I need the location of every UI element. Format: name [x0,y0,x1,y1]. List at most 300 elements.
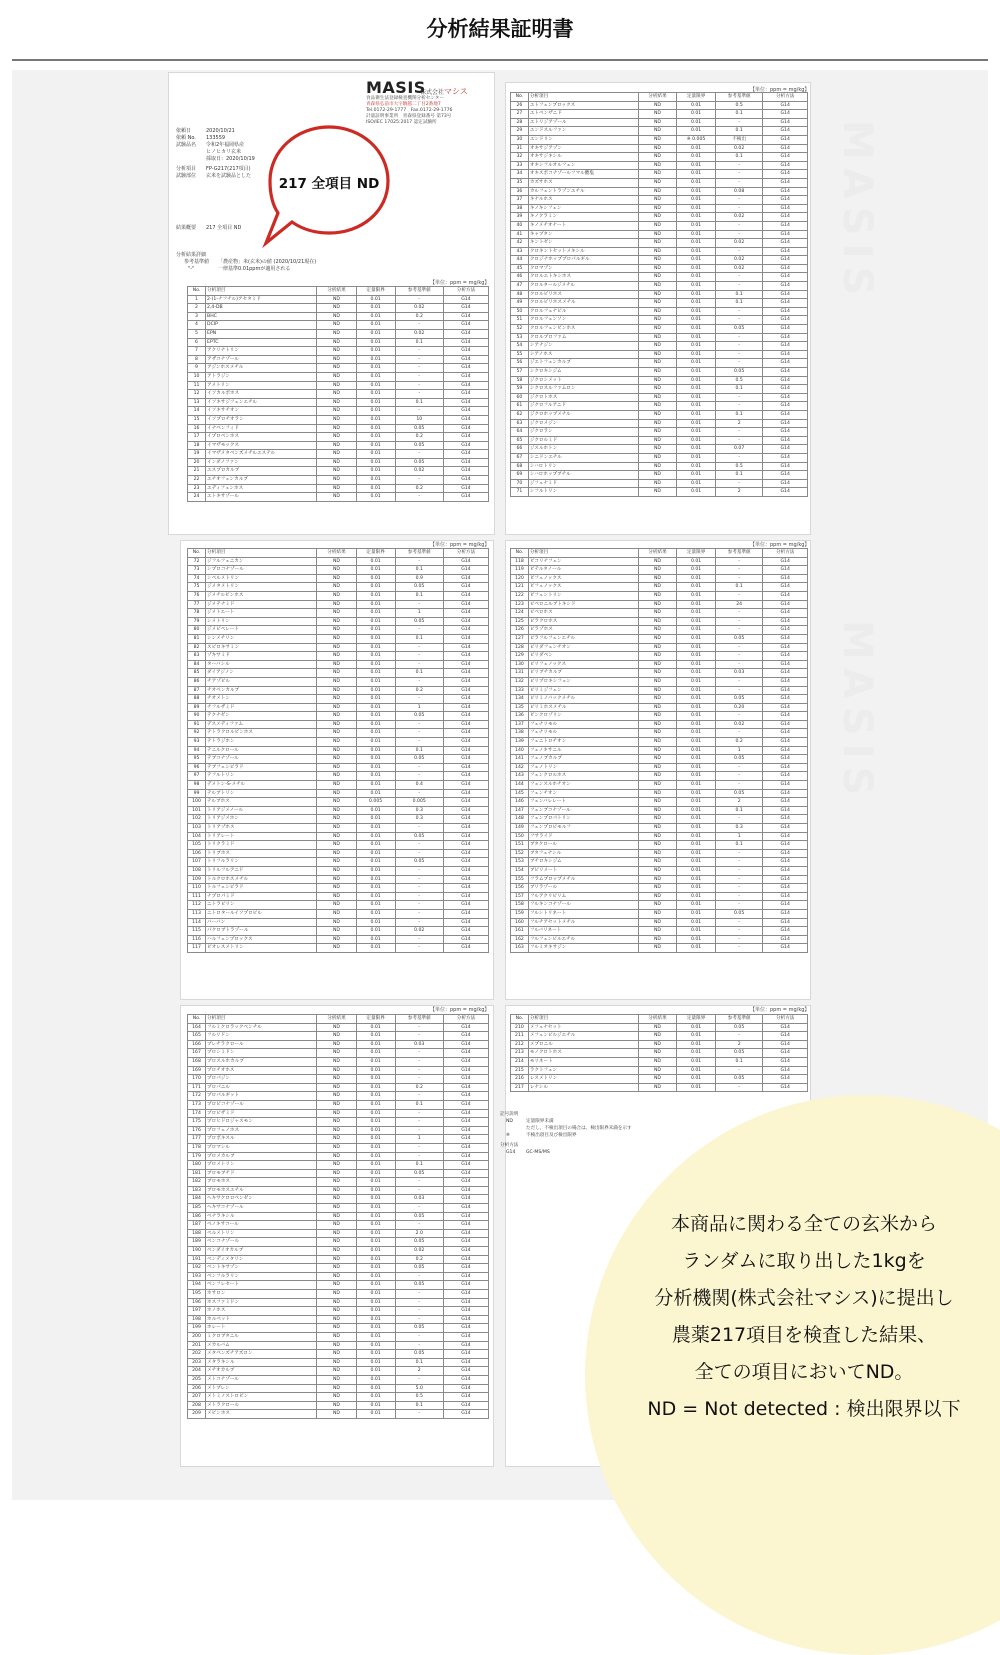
table-row [188,884,489,893]
result-value: ND [638,230,677,239]
analyte-name: ビフェノックス [528,583,638,592]
table-row [188,338,489,347]
analyte-name: エンドスルファン [528,127,638,136]
table-row [511,815,808,824]
reference-value: - [715,170,763,179]
reference-value: 0.05 [715,1049,763,1058]
analyte-name: ビオレスメトリン [206,944,317,953]
result-value: ND [638,110,677,119]
method-code: G14 [763,196,808,205]
quant-limit: 0.01 [356,772,395,781]
company-line: ISO/IEC 17025:2017 認定試験所 [366,120,437,125]
analyte-name: メタベンズチアズロン [206,1350,317,1359]
quant-limit: 0.01 [677,772,716,781]
quant-limit: 0.01 [677,609,716,618]
table-row [511,583,808,592]
analyte-name: ブロモホスエチル [206,1186,317,1195]
unit-note: 【単位：ppm = mg/kg】 [750,1007,810,1013]
row-no: 19 [188,450,206,459]
promo-line: 本商品に関わる全ての玄米から [670,1213,937,1235]
column-header: 分析項目 [528,93,638,102]
row-no: 12 [188,390,206,399]
row-no: 216 [511,1075,529,1084]
analyte-name: ジメトエート [206,609,317,618]
company-line: 食品衛生法登録検査機関分析センター [366,96,444,101]
table-header-row [511,1015,808,1024]
row-no: 104 [188,832,206,841]
quant-limit: 0.01 [677,479,716,488]
method-code: G14 [443,746,488,755]
row-no: 171 [188,1083,206,1092]
row-no: 185 [188,1204,206,1213]
method-code: G14 [763,935,808,944]
analyte-name: トリルフルアニド [206,866,317,875]
method-code: G14 [443,892,488,901]
reference-value: 0.1 [715,127,763,136]
analyte-name: ジメチルビンホス [206,591,317,600]
result-value: ND [317,677,356,686]
analyte-name: レスメトリン [528,1075,638,1084]
analyte-name: シフルトリン [528,488,638,497]
row-no: 217 [511,1083,529,1092]
reference-value: - [715,815,763,824]
quant-limit: 0.01 [677,643,716,652]
reference-value: 0.1 [395,338,443,347]
reference-value: - [395,918,443,927]
reference-value: - [715,1032,763,1041]
table-row [511,187,808,196]
table-row [188,1350,489,1359]
analyte-name: ピペロニルブトキシド [528,600,638,609]
reference-value: 0.1 [395,591,443,600]
analyte-name: トリブホス [206,849,317,858]
quant-limit: 0.01 [356,398,395,407]
column-header: 分析結果 [638,93,677,102]
results-table-2 [510,92,808,497]
result-value: ND [638,626,677,635]
table-row [511,445,808,454]
table-header-row [511,93,808,102]
result-value: ND [317,609,356,618]
reference-value: 2 [395,1367,443,1376]
table-row [511,677,808,686]
row-no: 127 [511,634,529,643]
reference-value: - [395,1152,443,1161]
table-row [188,1255,489,1264]
analyte-name: フルアクリピリム [528,892,638,901]
analyte-name: シメトリン [206,617,317,626]
table-row [511,247,808,256]
analyte-name: ホスファミドン [206,1298,317,1307]
method-code: G14 [763,178,808,187]
analyte-name: イソプロチオラン [206,415,317,424]
analyte-name: アメトリン [206,381,317,390]
result-value: ND [317,1169,356,1178]
method-code: G14 [443,1315,488,1324]
table-row [188,944,489,953]
analyte-name: ジメテナミド [206,600,317,609]
result-value: ND [317,1152,356,1161]
reference-value: 0.9 [395,574,443,583]
result-value: ND [638,1057,677,1066]
table-row [188,1272,489,1281]
reference-value: - [395,660,443,669]
analyte-name: クロルタールジメチル [528,282,638,291]
analyte-name: ラクトフェン [528,1066,638,1075]
result-value: ND [638,634,677,643]
row-no: 8 [188,355,206,364]
result-value: ND [317,476,356,485]
reference-value: - [715,566,763,575]
reference-value: - [395,729,443,738]
analyte-name: ピリミノバックメチル [528,695,638,704]
result-value: ND [638,669,677,678]
column-header: 定量限界 [356,1015,395,1024]
analyte-name: ビフェントリン [528,591,638,600]
row-no: 149 [511,824,529,833]
row-no: 113 [188,909,206,918]
table-row [188,918,489,927]
analyte-name: ベノキサコール [206,1221,317,1230]
reference-value: 0.2 [395,686,443,695]
row-no: 196 [188,1298,206,1307]
quant-limit: 0.01 [677,436,716,445]
analyte-name: 2,4-DB [206,304,317,313]
table-row [511,264,808,273]
analyte-name: アジンホスメチル [206,364,317,373]
quant-limit: 0.01 [356,1057,395,1066]
reference-value: - [715,221,763,230]
quant-limit: 0.01 [356,1401,395,1410]
quant-limit: 0.01 [356,1307,395,1316]
row-no: 16 [188,424,206,433]
analyte-name: ベンフルラリン [206,1272,317,1281]
table-row [511,307,808,316]
quant-limit: 0.01 [356,875,395,884]
info-value: ヒノヒカリ玄米 [206,149,241,155]
row-no: 51 [511,316,529,325]
reference-value: - [395,295,443,304]
table-row [511,609,808,618]
result-value: ND [317,918,356,927]
reference-value: - [395,1049,443,1058]
analyte-name: キナルホス [528,196,638,205]
result-value: ND [317,1049,356,1058]
table-row [188,1092,489,1101]
row-no: 52 [511,325,529,334]
table-row [511,1023,808,1032]
company-line: 青森県弘前市大字駒越二丁目2番地7 [366,102,441,107]
quant-limit: 0.01 [356,1118,395,1127]
reference-value: - [395,1075,443,1084]
result-value: ND [638,824,677,833]
quant-limit: 0.01 [356,703,395,712]
row-no: 201 [188,1341,206,1350]
quant-limit: 0.01 [356,884,395,893]
result-value: ND [317,738,356,747]
row-no: 146 [511,798,529,807]
method-code: G14 [763,695,808,704]
quant-limit: 0.01 [356,433,395,442]
company-name-main: マシス [444,87,468,96]
reference-value: - [715,686,763,695]
quant-limit: 0.01 [356,1298,395,1307]
quant-limit: 0.01 [677,273,716,282]
reference-value: - [395,1410,443,1419]
quant-limit: 0.01 [356,626,395,635]
row-no: 112 [188,901,206,910]
table-row [188,476,489,485]
method-code: G14 [443,755,488,764]
method-code: G14 [763,652,808,661]
reference-value: 0.05 [395,1212,443,1221]
row-no: 21 [188,467,206,476]
row-no: 148 [511,815,529,824]
reference-value: 0.5 [715,101,763,110]
reference-value: 0.1 [715,153,763,162]
table-row [511,196,808,205]
row-no: 167 [188,1049,206,1058]
result-value: ND [317,1204,356,1213]
method-code: G14 [443,304,488,313]
quant-limit: 0.01 [677,677,716,686]
analyte-name: トリアゾホス [206,824,317,833]
ref-label: 参考基準値 [184,259,210,265]
row-no: 122 [511,591,529,600]
method-code: G14 [763,660,808,669]
quant-limit: 0.01 [356,746,395,755]
result-value: ND [317,935,356,944]
table-row [188,390,489,399]
quant-limit: 0.01 [356,643,395,652]
reference-value: - [395,1204,443,1213]
quant-limit: 0.01 [356,1100,395,1109]
analyte-name: メフェナセット [528,1023,638,1032]
row-no: 162 [511,935,529,944]
result-value: ND [638,187,677,196]
table-row [188,1143,489,1152]
result-value: ND [638,1083,677,1092]
quant-limit: 0.01 [356,347,395,356]
reference-value: - [395,763,443,772]
row-no: 45 [511,264,529,273]
analyte-name: シプロコナゾール [206,566,317,575]
quant-limit: 0.01 [356,1186,395,1195]
method-code: G14 [443,1221,488,1230]
row-no: 115 [188,927,206,936]
row-no: 14 [188,407,206,416]
reference-value: - [715,729,763,738]
table-row [188,849,489,858]
analyte-name: メプロニル [528,1040,638,1049]
analyte-name: ジクロホップメチル [528,410,638,419]
quant-limit: 0.01 [677,815,716,824]
method-code: G14 [763,1040,808,1049]
analyte-name: トリフルラリン [206,858,317,867]
analyte-name: メフェンピルジエチル [528,1032,638,1041]
result-value: ND [638,453,677,462]
quant-limit: 0.01 [677,875,716,884]
info-label: 試験部位 [176,173,197,179]
method-code: G14 [443,1186,488,1195]
method-code: G14 [763,290,808,299]
analyte-name: ピリダベン [528,652,638,661]
result-value: ND [317,1298,356,1307]
table-row [511,909,808,918]
table-row [188,738,489,747]
table-row [188,415,489,424]
row-no: 82 [188,643,206,652]
result-value: ND [317,1075,356,1084]
table-row [511,393,808,402]
quant-limit: 0.01 [356,652,395,661]
info-value: 玄米を試験品とした [206,173,252,179]
method-code: G14 [443,927,488,936]
row-no: 88 [188,695,206,704]
method-code: G14 [763,428,808,437]
quant-limit: 0.01 [677,368,716,377]
method-code: G14 [443,1178,488,1187]
method-code: G14 [763,858,808,867]
reference-value: - [395,600,443,609]
table-row [188,1023,489,1032]
quant-limit: 0.01 [677,325,716,334]
analyte-name: ヘキサコナゾール [206,1204,317,1213]
analyte-name: シハロホップブチル [528,471,638,480]
row-no: 41 [511,230,529,239]
reference-value: 0.05 [715,1023,763,1032]
reference-value: - [395,347,443,356]
table-row [188,1324,489,1333]
dash-label: "-" [188,266,195,272]
result-value: ND [638,841,677,850]
method-code: G14 [763,763,808,772]
row-no: 64 [511,428,529,437]
reference-value: 0.1 [395,1100,443,1109]
method-code: G14 [443,884,488,893]
row-no: 164 [188,1023,206,1032]
reference-value: - [395,1178,443,1187]
reference-value: - [715,204,763,213]
table-row [188,875,489,884]
reference-value: - [395,1186,443,1195]
result-value: ND [638,170,677,179]
reference-value: 0.2 [395,1083,443,1092]
analyte-name: エトリジアゾール [528,118,638,127]
unit-note: 【単位：ppm = mg/kg】 [430,542,490,548]
analyte-name: シアナジン [528,342,638,351]
result-value: ND [317,1066,356,1075]
method-code: G14 [763,944,808,953]
row-no: 28 [511,118,529,127]
method-code: G14 [763,566,808,575]
result-value: ND [317,1358,356,1367]
table-row [511,686,808,695]
company-line: Tel.0172-29-1777 Fax.0172-29-1776 [366,108,453,113]
reference-value: - [395,901,443,910]
analyte-name: ペンディメタリン [206,1255,317,1264]
result-value: ND [317,312,356,321]
row-no: 80 [188,626,206,635]
quant-limit: 0.01 [677,170,716,179]
table-row [188,1040,489,1049]
analyte-name: EPN [206,329,317,338]
quant-limit: 0.01 [356,566,395,575]
quant-limit: 0.01 [677,204,716,213]
analyte-name: ダイアジノン [206,669,317,678]
row-no: 151 [511,841,529,850]
analyte-name: エチオフェンカルブ [206,476,317,485]
table-row [511,368,808,377]
result-value: ND [317,634,356,643]
table-row [188,1169,489,1178]
method-code: G14 [763,806,808,815]
result-value: ND [638,479,677,488]
analyte-name: ミクロブタニル [206,1332,317,1341]
result-value: ND [638,144,677,153]
table-row [188,652,489,661]
quant-limit: 0.01 [677,393,716,402]
result-value: ND [638,213,677,222]
quant-limit: 0.01 [677,153,716,162]
quant-limit: 0.01 [356,484,395,493]
analyte-name: ゾキサミド [206,652,317,661]
analyte-name: クロルフェナピル [528,307,638,316]
table-row [188,703,489,712]
row-no: 18 [188,441,206,450]
reference-value: - [395,1332,443,1341]
column-header: 分析項目 [528,549,638,558]
quant-limit: 0.01 [356,338,395,347]
row-no: 134 [511,695,529,704]
table-row [188,772,489,781]
analyte-name: ジメタメトリン [206,583,317,592]
reference-value: 0.1 [715,385,763,394]
result-value: ND [317,295,356,304]
reference-value: - [395,824,443,833]
result-value: ND [638,247,677,256]
result-value: ND [317,781,356,790]
analyte-name: フサライド [528,832,638,841]
result-value: ND [638,256,677,265]
analyte-name: フェンチオン [528,789,638,798]
result-value: ND [638,781,677,790]
reference-value: - [715,557,763,566]
results-table-5 [187,1014,489,1419]
reference-value: - [715,884,763,893]
analyte-name: メトコナゾール [206,1375,317,1384]
reference-value: 1 [395,1135,443,1144]
result-value: ND [638,583,677,592]
quant-limit: 0.01 [677,1075,716,1084]
method-code: G14 [443,1161,488,1170]
method-code: G14 [763,410,808,419]
quant-limit: 0.01 [356,450,395,459]
method-code: G14 [763,471,808,480]
legend-key: ※ [506,1133,510,1138]
analyte-name: チオメトン [206,695,317,704]
analyte-name: キントゼン [528,239,638,248]
analyte-name: イプロベンホス [206,433,317,442]
quant-limit: 0.01 [356,935,395,944]
quant-limit: ※ 0.005 [677,135,716,144]
quant-limit: 0.01 [677,428,716,437]
row-no: 74 [188,574,206,583]
reference-value: - [395,1341,443,1350]
table-row [511,927,808,936]
result-value: ND [638,858,677,867]
analyte-name: DCIP [206,321,317,330]
